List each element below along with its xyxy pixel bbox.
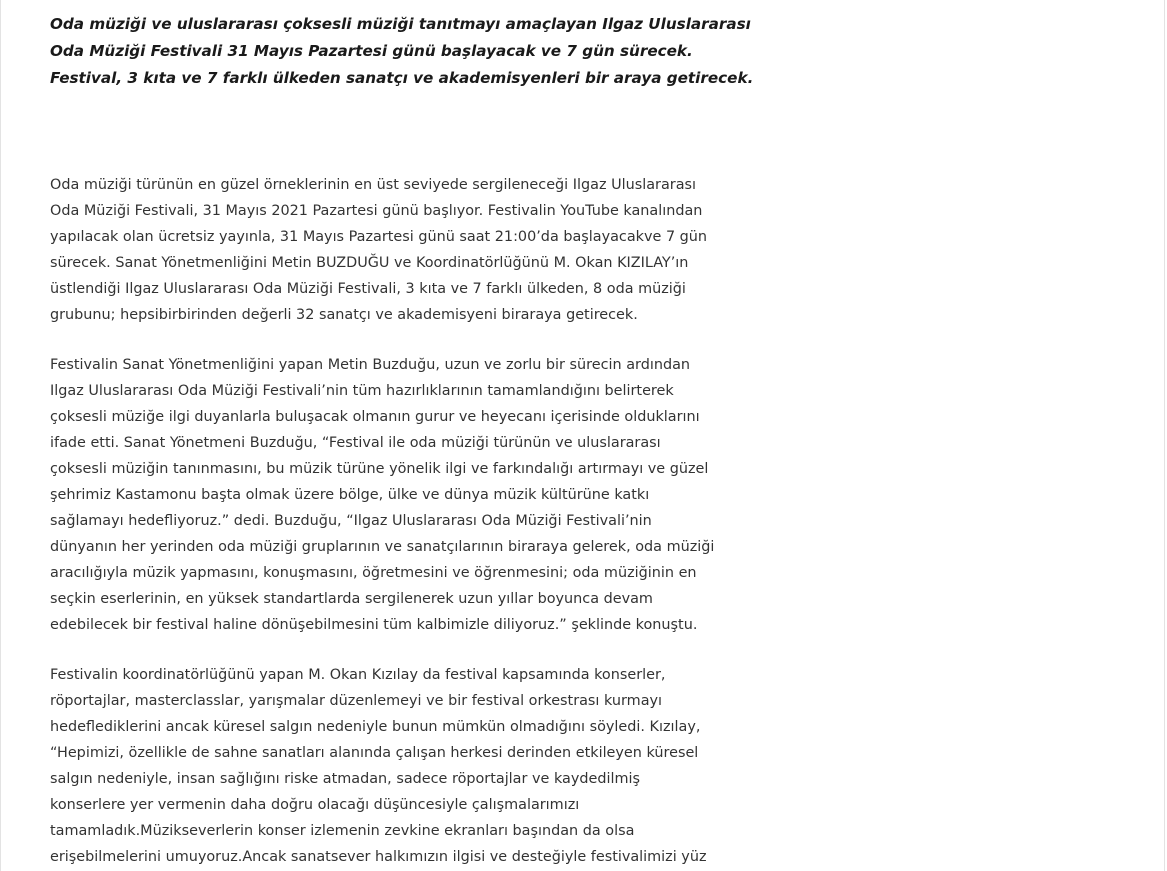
paragraph-line: salgın nedeniyle, insan sağlığını riske atmadan, sadece röportajlar ve kaydedilmiş: [50, 771, 640, 787]
article-body: [50, 172, 750, 870]
lead-line: Festival, 3 kıta ve 7 farklı ülkeden sanatçı ve akademisyenleri bir araya getirecek.: [50, 69, 754, 87]
paragraph-line: ifade etti. Sanat Yönetmeni Buzduğu, “Festival ile oda müziği türünün ve uluslararası: [50, 435, 661, 451]
paragraph-3: [50, 662, 750, 870]
lead-line: Oda müziği ve uluslararası çoksesli müziği tanıtmayı amaçlayan Ilgaz Uluslararası: [50, 15, 751, 33]
paragraph-line: Festivalin koordinatörlüğünü yapan M. Okan Kızılay da festival kapsamında konserler,: [50, 667, 666, 683]
paragraph-line: Ilgaz Uluslararası Oda Müziği Festivali’nin tüm hazırlıklarının tamamlandığını belirterek: [50, 383, 674, 399]
paragraph-line: Oda müziği türünün en güzel örneklerinin en üst seviyede sergileneceği Ilgaz Uluslararası: [50, 177, 697, 193]
paragraph-line: çoksesli müziğe ilgi duyanlarla buluşacak olmanın gurur ve heyecanı içerisinde olduklarını: [50, 409, 700, 425]
paragraph-line: grubunu; hepsibirbirinden değerli 32 sanatçı ve akademisyeni biraraya getirecek.: [50, 307, 638, 323]
paragraph-2: [50, 352, 750, 638]
paragraph-line: aracılığıyla müzik yapmasını, konuşmasını, öğretmesini ve öğrenmesini; oda müziğinin en: [50, 565, 697, 581]
paragraph-1: [50, 172, 750, 328]
page-border-right: [1164, 0, 1165, 871]
paragraph-line: sürecek. Sanat Yönetmenliğini Metin BUZDUĞU ve Koordinatörlüğünü M. Okan KIZILAY’ın: [50, 255, 689, 271]
paragraph-line: yapılacak olan ücretsiz yayınla, 31 Mayıs Pazartesi günü saat 21:00’da başlayacakve 7 gün: [50, 229, 708, 245]
paragraph-line: üstlendiği Ilgaz Uluslararası Oda Müziği Festivali, 3 kıta ve 7 farklı ülkeden, 8 oda müziği: [50, 281, 686, 297]
paragraph-line: konserlere yer vermenin daha doğru olacağı düşüncesiyle çalışmalarımızı: [50, 797, 580, 813]
lead-line: Oda Müziği Festivali 31 Mayıs Pazartesi günü başlayacak ve 7 gün sürecek.: [50, 42, 693, 60]
paragraph-line: röportajlar, masterclasslar, yarışmalar düzenlemeyi ve bir festival orkestrası kurmayı: [50, 693, 663, 709]
paragraph-line: “Hepimizi, özellikle de sahne sanatları alanında çalışan herkesi derinden etkileyen küresel: [50, 745, 699, 761]
paragraph-line: edebilecek bir festival haline dönüşebilmesini tüm kalbimizle diliyoruz.” şeklinde konuştu.: [50, 617, 698, 633]
paragraph-line: çoksesli müziğin tanınmasını, bu müzik türüne yönelik ilgi ve farkındalığı artırmayı ve güzel: [50, 461, 709, 477]
paragraph-line: erişebilmelerini umuyoruz.Ancak sanatsever halkımızın ilgisi ve desteğiyle festivalimizi yüz: [50, 849, 707, 865]
paragraph-line: Festivalin Sanat Yönetmenliğini yapan Metin Buzduğu, uzun ve zorlu bir sürecin ardından: [50, 357, 691, 373]
paragraph-line: Oda Müziği Festivali, 31 Mayıs 2021 Pazartesi günü başlıyor. Festivalin YouTube kanalından: [50, 203, 703, 219]
page-border-left: [0, 0, 1, 871]
article: [50, 11, 754, 871]
paragraph-line: seçkin eserlerinin, en yüksek standartlarda sergilenerek uzun yıllar boyunca devam: [50, 591, 653, 607]
paragraph-line: hedeflediklerini ancak küresel salgın nedeniyle bunun mümkün olmadığını söyledi. Kızılay,: [50, 719, 701, 735]
paragraph-line: tamamladık.Müzikseverlerin konser izlemenin zevkine ekranları başından da olsa: [50, 823, 635, 839]
article-lead: [50, 11, 754, 92]
paragraph-line: dünyanın her yerinden oda müziği gruplarının ve sanatçılarının biraraya gelerek, oda müziği: [50, 539, 715, 555]
paragraph-line: şehrimiz Kastamonu başta olmak üzere bölge, ülke ve dünya müzik kültürüne katkı: [50, 487, 650, 503]
paragraph-line: sağlamayı hedefliyoruz.” dedi. Buzduğu, “Ilgaz Uluslararası Oda Müziği Festivali’nin: [50, 513, 652, 529]
